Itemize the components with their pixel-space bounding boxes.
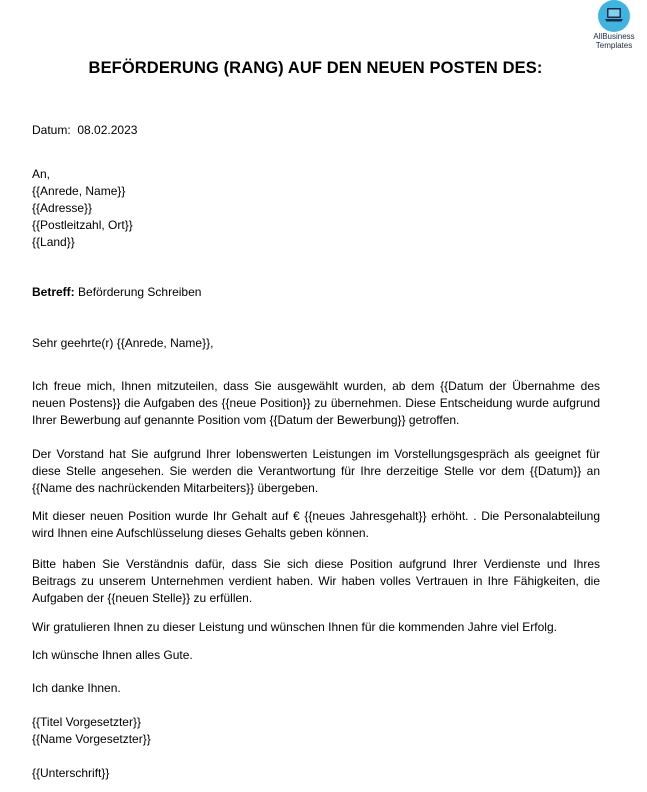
- document-title: BEFÖRDERUNG (RANG) AUF DEN NEUEN POSTEN DES:: [88, 59, 543, 77]
- subject-line: [32, 284, 600, 301]
- allbusiness-logo: [586, 0, 642, 50]
- subject-label: Betreff:: [32, 285, 75, 299]
- recipient-address: {{Adresse}}: [32, 201, 93, 215]
- salutation: Sehr geehrte(r) {{Anrede, Name}},: [32, 336, 214, 350]
- recipient-country: {{Land}}: [32, 235, 75, 249]
- date-line: [32, 122, 600, 139]
- signature-placeholder: {{Unterschrift}}: [32, 766, 110, 780]
- paragraph-4: Bitte haben Sie Verständnis dafür, dass Sie sich diese Position aufgrund Ihrer Verdienste und Ihres Beitrags zu unserem Unternehmen verdient haben. Wir haben volles Vertrauen in Ihre Fähigkeiten, die Aufgaben der {{neuen Stelle}} zu erfüllen.: [32, 557, 600, 605]
- date-value: 08.02.2023: [77, 123, 138, 137]
- recipient-block: [32, 166, 600, 251]
- closing-thanks: Ich danke Ihnen.: [32, 681, 121, 695]
- closing-wishes: Ich wünsche Ihnen alles Gute.: [32, 648, 193, 662]
- paragraph-2: Der Vorstand hat Sie aufgrund Ihrer lobenswerten Leistungen im Vorstellungsgespräch als geeignet für diese Stelle angesehen. Sie werden die Verantwortung für Ihre derzeitige Stelle vor dem {{Datum}} an {{Name des nachrückenden Mitarbeiters}} übergeben.: [32, 447, 600, 495]
- date-label: Datum:: [32, 123, 71, 137]
- subject-value: Beförderung Schreiben: [78, 285, 202, 299]
- paragraph-1: Ich freue mich, Ihnen mitzuteilen, dass Sie ausgewählt wurden, ab dem {{Datum der Übernahme des neuen Postens}} die Aufgaben des {{neue Position}} zu übernehmen. Diese Entscheidung wurde aufgrund Ihrer Bewerbung auf genannte Position vom {{Datum der Bewerbung}} getroffen.: [32, 379, 600, 427]
- logo-line-2: Templates: [595, 41, 633, 50]
- logo-text: [586, 32, 642, 50]
- recipient-city: {{Postleitzahl, Ort}}: [32, 218, 133, 232]
- recipient-to: An,: [32, 167, 51, 181]
- recipient-name: {{Anrede, Name}}: [32, 184, 126, 198]
- signer-block: [32, 714, 600, 748]
- paragraph-3: Mit dieser neuen Position wurde Ihr Gehalt auf € {{neues Jahresgehalt}} erhöht. . Die Personalabteilung wird Ihnen eine Aufschlüsselung dieses Gehalts geben können.: [32, 509, 600, 540]
- logo-line-1: AllBusiness: [593, 32, 635, 41]
- signer-name: {{Name Vorgesetzter}}: [32, 732, 151, 746]
- signer-title: {{Titel Vorgesetzter}}: [32, 715, 141, 729]
- laptop-icon: [598, 0, 630, 32]
- paragraph-5: Wir gratulieren Ihnen zu dieser Leistung und wünschen Ihnen für die kommenden Jahre viel Erfolg.: [32, 620, 557, 634]
